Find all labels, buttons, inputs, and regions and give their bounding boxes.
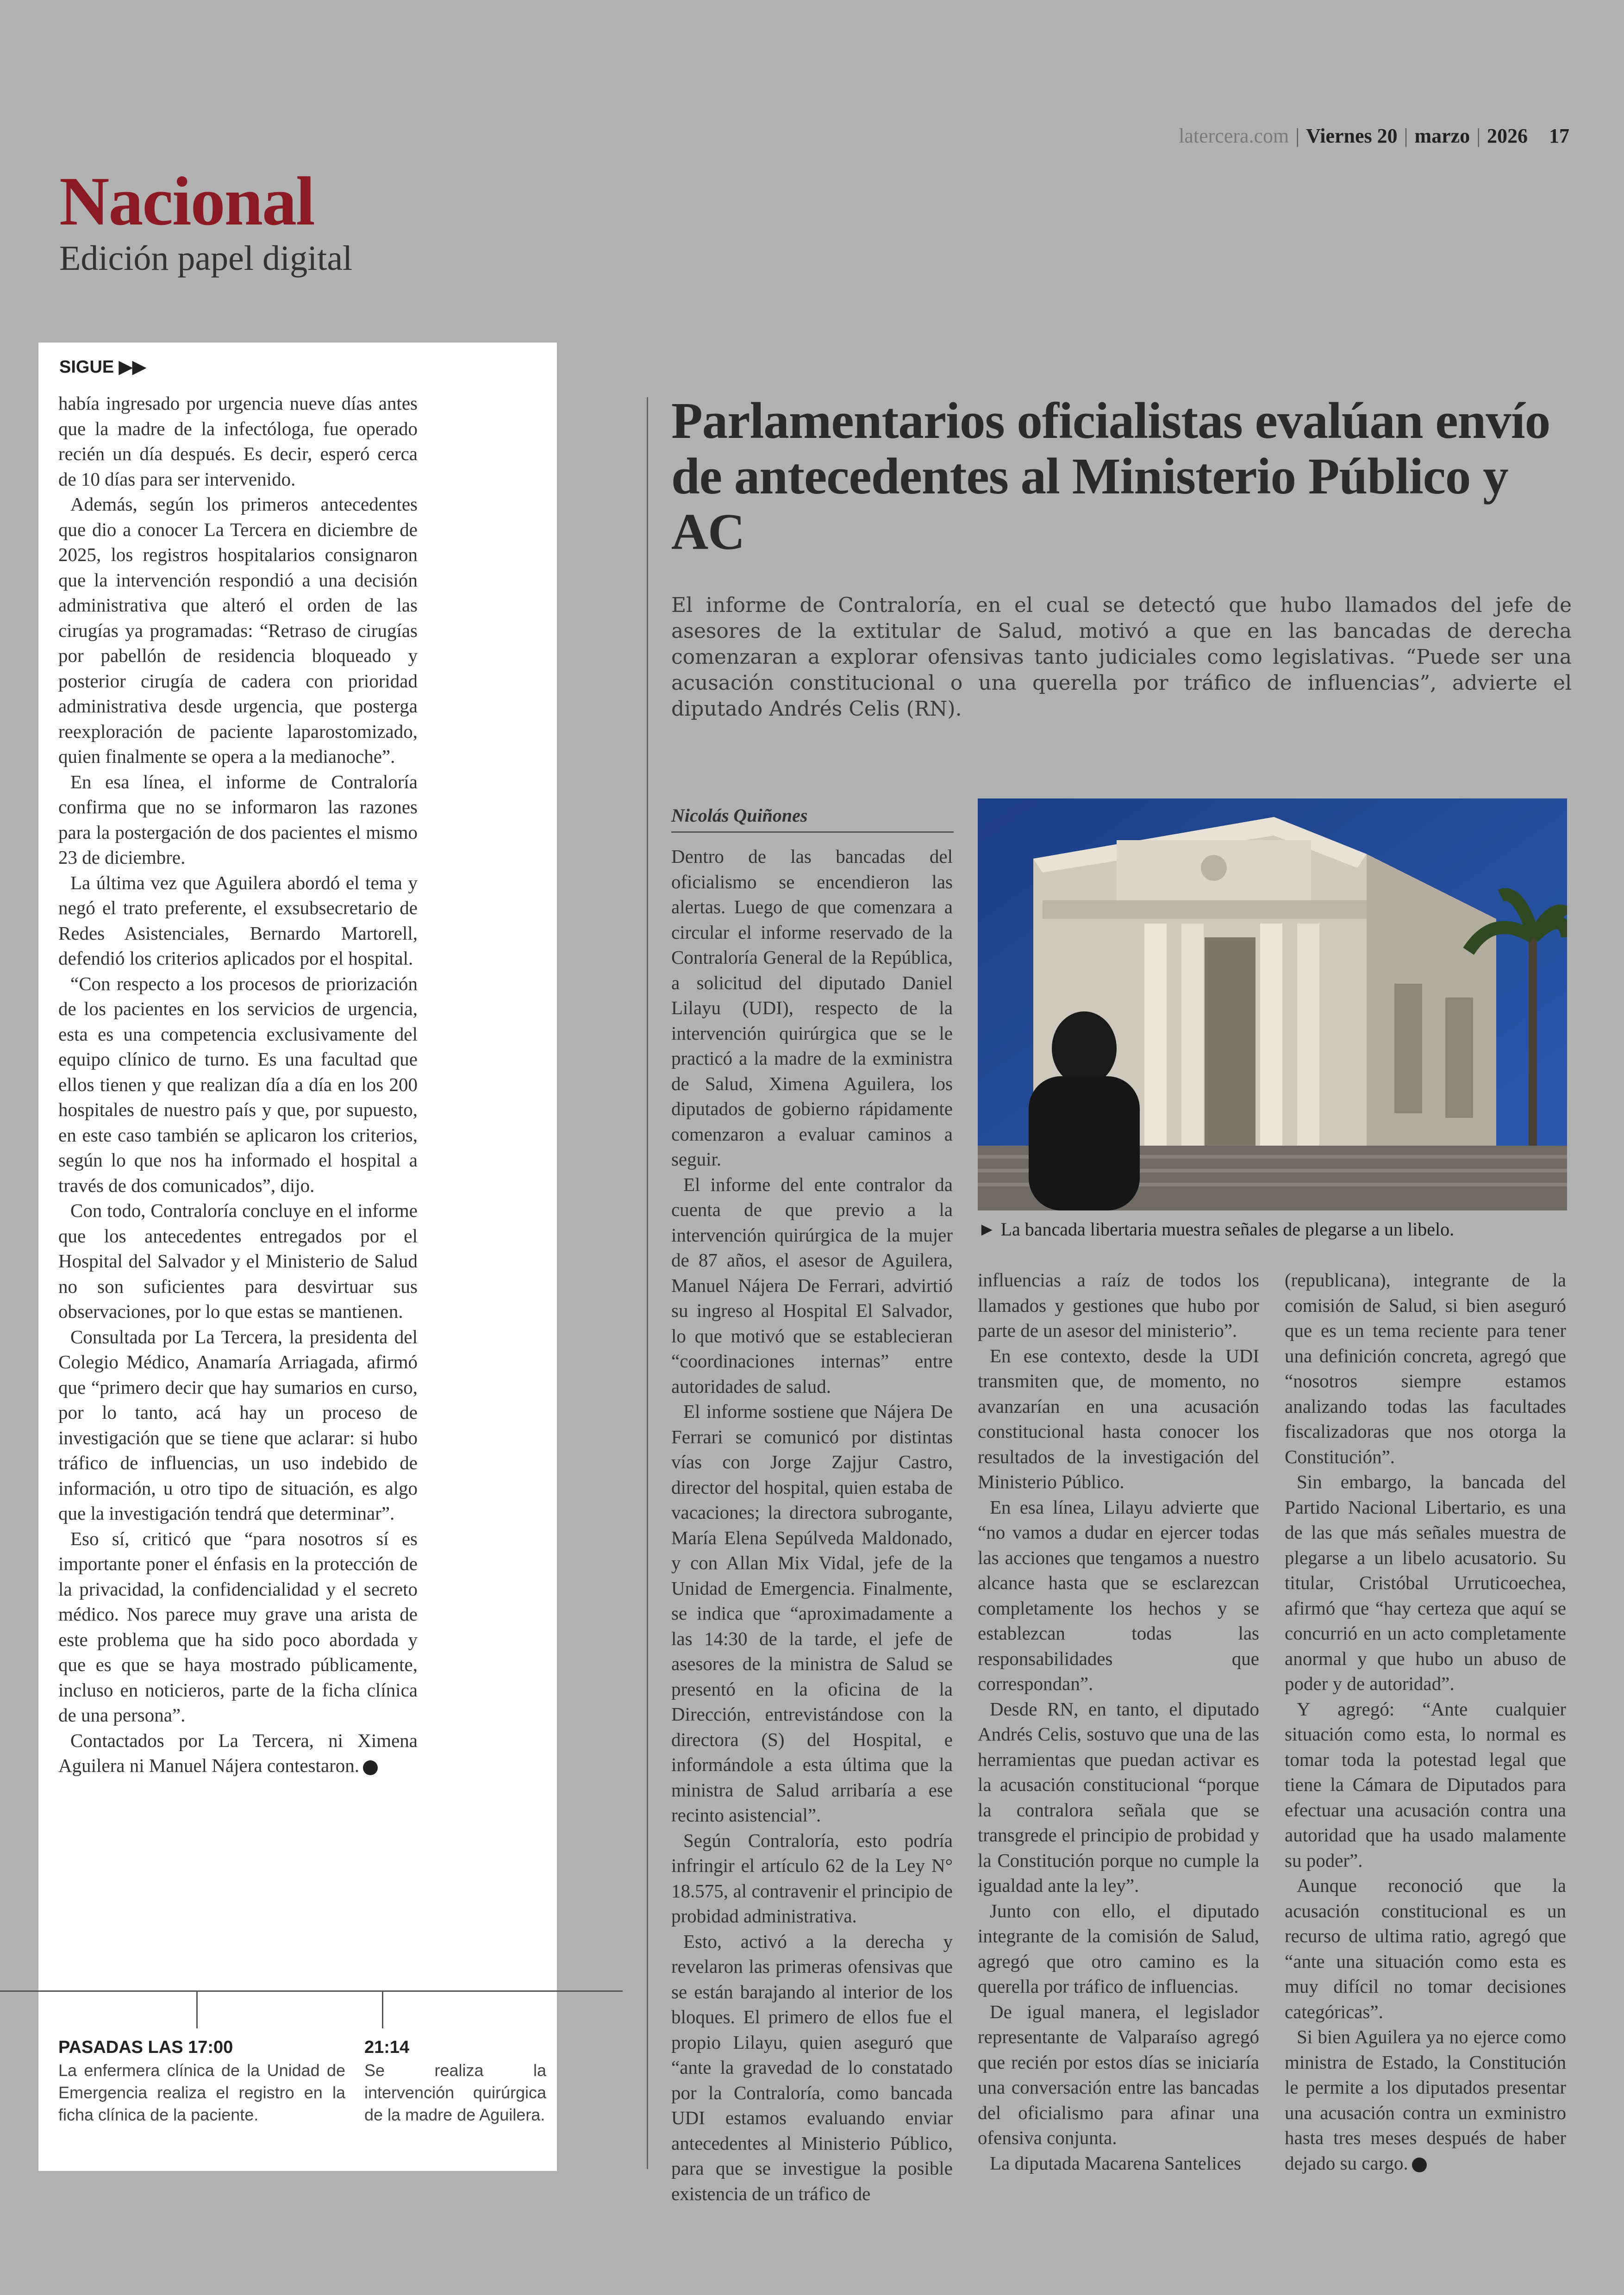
article-paragraph: Si bien Aguilera ya no ejerce como ministra de Estado, la Constitución le permite a los diputados presentar una acusación contra un exministro hasta tres meses después de haber dejado su cargo. — [1285, 2026, 1566, 2174]
article-paragraph: El informe sostiene que Nájera De Ferrari se comunicó por distintas vías con Jorge Zajjur Castro, director del hospital, quien estaba de vacaciones; la directora subrogante, María Elena Sepúlveda Maldonado, y con Allan Mix Vidal, jefe de la Unidad de Emergencia. Finalmente, se indica que “aproximadamente a las 14:30 de la tarde, el jefe de asesores de la ministra de Salud se presentó en la oficina de la Dirección, entrevistándose con la directora (S) del Hospital, e informándole a esta última que la ministra de Salud arribaría a ese recinto asistencial”. — [671, 1401, 953, 1826]
sidebar-paragraph: En esa línea, el informe de Contraloría confirma que no se informaron las razones para la postergación de dos pacientes el mismo 23 de diciembre. — [58, 771, 418, 868]
issue-year: 2026 — [1487, 125, 1528, 147]
sidebar-paragraph: La última vez que Aguilera abordó el tema y negó el trato preferente, el exsubsecretario de Redes Asistenciales, Bernardo Martorell, defendió los criterios aplicados por el hospital. — [58, 872, 418, 969]
article-paragraph: La diputada Macarena Santelices — [990, 2152, 1241, 2174]
sidebar-paragraph: Con todo, Contraloría concluye en el informe que los antecedentes entregados por el Hospital del Salvador y el Ministerio de Salud no son suficientes para desvirtuar sus observaciones, por lo que estas se mantienen. — [58, 1200, 418, 1322]
byline-rule — [671, 831, 954, 833]
article-headline: Parlamentarios oficialistas evalúan envío de antecedentes al Ministerio Público y AC — [671, 393, 1550, 561]
issue-month: marzo — [1414, 125, 1470, 147]
byline: Nicolás Quiñones — [671, 805, 808, 826]
timeline-tick — [382, 1990, 383, 2028]
site-name: latercera.com — [1179, 125, 1289, 147]
article-paragraph: En ese contexto, desde la UDI transmiten que, de momento, no avanzarían en una acusación constitucional hasta conocer los resultados de la investigación del Ministerio Público. — [978, 1345, 1259, 1492]
article-paragraph: Desde RN, en tanto, el diputado Andrés Celis, sostuvo que una de las herramientas que puedan activar es la acusación constitucional “porque la contralora señala que se transgrede el principio de probidad y la Constitución porque no cumple la igualdad ante la ley”. — [978, 1698, 1259, 1896]
sidebar-body — [58, 391, 418, 1778]
article-paragraph: Aunque reconoció que la acusación constitucional es un recurso de ultima ratio, agregó que “ante una situación como esta es muy difícil no tomar decisiones categóricas”. — [1285, 1875, 1566, 2022]
article-paragraph: Según Contraloría, esto podría infringir el artículo 62 de la Ley N° 18.575, al contravenir el principio de probidad administrativa. — [671, 1829, 953, 1927]
article-paragraph: Junto con ello, el diputado integrante de la comisión de Salud, agregó que otro camino es la querella por tráfico de influencias. — [978, 1900, 1259, 1997]
article-paragraph: Sin embargo, la bancada del Partido Nacional Libertario, es una de las que más señales muestra de plegarse a un libelo acusatorio. Su titular, Cristóbal Urruticoechea, afirmó que “hay certeza que aquí se concurrió en un acto completamente anormal y que hubo un abuso de poder y de autoridad”. — [1285, 1471, 1566, 1694]
sidebar-paragraph: Consultada por La Tercera, la presidenta del Colegio Médico, Anamaría Arriagada, afirmó que “primero decir que hay sumarios en curso, por lo tanto, acá hay un proceso de investigación que se tiene que aclarar: si hubo tráfico de influencias, un uso indebido de información, u otro tipo de situación, es algo que la investigación tendrá que determinar”. — [58, 1326, 418, 1524]
timeline-tick — [196, 1990, 198, 2028]
article-column-1 — [671, 844, 953, 2206]
article-column-3 — [1285, 1267, 1566, 2176]
continue-label: SIGUE ▶▶ — [59, 357, 146, 377]
end-mark-icon — [1412, 2158, 1427, 2172]
end-mark-icon — [363, 1760, 378, 1775]
sidebar-paragraph: “Con respecto a los procesos de priorización de los pacientes en los servicios de urgencia, esta es una competencia exclusivamente del equipo clínico de turno. Es una facultad que ellos tienen y que realizan día a día en los 200 hospitales de nuestro país y que, por supuesto, en este caso también se aplicaron los criterios, según lo que nos ha informado el hospital a través de dos comunicados”, dijo. — [58, 973, 418, 1196]
article-photo — [978, 798, 1567, 1210]
sidebar-last-paragraph — [58, 1728, 418, 1778]
building-photo — [978, 798, 1567, 1210]
sidebar-paragraph: había ingresado por urgencia nueve días antes que la madre de la infectóloga, fue operado recién un día después. Es decir, esperó cerca de 10 días para ser intervenido. — [58, 393, 418, 490]
article-lead: El informe de Contraloría, en el cual se detectó que hubo llamados del jefe de asesores de la extitular de Salud, motivó a que en las bancadas de derecha comenzaran a explorar ofensivas tanto judiciales como legislativas. “Puede ser una acusación constitucional o una querella por tráfico de influencias”, advierte el diputado Andrés Celis (RN). — [671, 593, 1572, 721]
page-number: 17 — [1549, 125, 1569, 147]
section-subtitle: Edición papel digital — [59, 239, 353, 278]
article-column-2 — [978, 1267, 1259, 2176]
article-last-paragraph — [1285, 2024, 1566, 2176]
article-paragraph: Y agregó: “Ante cualquier situación como esta, lo normal es tomar toda la potestad legal que tiene la Cámara de Diputados para efectuar una acusación contra una autoridad que ha usado malamente su poder”. — [1285, 1698, 1566, 1871]
timeline-rule — [0, 1990, 623, 1992]
article-paragraph: (republicana), integrante de la comisión de Salud, si bien aseguró que es un tema reciente para tener una definición concreta, agregó que “nosotros siempre estamos analizando todas las facultades fiscalizadoras que nos otorga la Constitución”. — [1285, 1269, 1566, 1467]
photo-caption: ► La bancada libertaria muestra señales de plegarse a un libelo. — [978, 1219, 1455, 1240]
article-paragraph: De igual manera, el legislador representante de Valparaíso agregó que recién por estos días se iniciaría una conversación entre las bancadas del oficialismo para afinar una ofensiva conjunta. — [978, 2001, 1259, 2148]
timeline-entry — [58, 2038, 345, 2126]
sidebar-paragraph: Además, según los primeros antecedentes que dio a conocer La Tercera en diciembre de 2025, los registros hospitalarios consignaron que la intervención respondió a una decisión administrativa que alteró el orden de las cirugías ya programadas: “Retraso de cirugías por pabellón de residencia bloqueado y posterior cirugía de cadera con prioridad administrativa desde urgencia, que posterga reexploración de paciente laparostomizado, quien finalmente se opera a la medianoche”. — [58, 493, 418, 767]
article-paragraph: El informe del ente contralor da cuenta de que previo a la intervención quirúrgica de la mujer de 87 años, el asesor de Aguilera, Manuel Nájera De Ferrari, advirtió su ingreso al Hospital El Salvador, lo que motivó que se establecieran “coordinaciones internas” entre autoridades de salud. — [671, 1173, 953, 1397]
article-paragraph: En esa línea, Lilayu advierte que “no vamos a dudar en ejercer todas las acciones que tengamos a nuestro alcance hasta que se esclarezcan completamente los hechos y se establezcan todas las responsabilidades que correspondan”. — [978, 1496, 1259, 1694]
timeline-time: 21:14 — [364, 2038, 410, 2057]
timeline-time: PASADAS LAS 17:00 — [58, 2038, 233, 2057]
masthead: latercera.com | Viernes 20 | marzo | 2026 17 — [1179, 125, 1569, 147]
article-paragraph: Dentro de las bancadas del oficialismo se encendieron las alertas. Luego de que comenzara a circular el informe reservado de la Contraloría General de la República, a solicitud del diputado Daniel Lilayu (UDI), respecto de la intervención quirúrgica que se le practicó a la madre de la exministra de Salud, Ximena Aguilera, los diputados de gobierno rápidamente comenzaron a evaluar caminos a seguir. — [671, 846, 953, 1170]
timeline-text: Se realiza la intervención quirúrgica de la madre de Aguilera. — [364, 2061, 546, 2124]
sidebar-paragraph: Eso sí, criticó que “para nosotros sí es importante poner el énfasis en la protección de la privacidad, la confidencialidad y el secreto médico. Nos parece muy grave una arista de este problema que ha sido poco abordada y que es que se haya mostrado públicamente, incluso en noticieros, parte de la ficha clínica de una persona”. — [58, 1528, 418, 1726]
timeline-text: La enfermera clínica de la Unidad de Emergencia realiza el registro en la ficha clínica de la paciente. — [58, 2061, 345, 2124]
column-divider — [647, 397, 648, 2169]
timeline-entry — [364, 2038, 546, 2126]
issue-day: Viernes 20 — [1306, 125, 1398, 147]
article-paragraph: Esto, activó a la derecha y revelaron las primeras ofensivas que se están barajando al interior de los bloques. El primero de ellos fue el propio Lilayu, quien aseguró que “ante la gravedad de lo constatado por la Contraloría, como bancada UDI estamos evaluando enviar antecedentes al Ministerio Público, para que se investigue la posible existencia de un tráfico de — [671, 1930, 953, 2204]
section-title: Nacional — [59, 163, 314, 240]
article-paragraph: influencias a raíz de todos los llamados y gestiones que hubo por parte de un asesor del ministerio”. — [978, 1269, 1259, 1341]
sidebar-paragraph: Contactados por La Tercera, ni Ximena Aguilera ni Manuel Nájera contestaron. — [58, 1729, 418, 1776]
